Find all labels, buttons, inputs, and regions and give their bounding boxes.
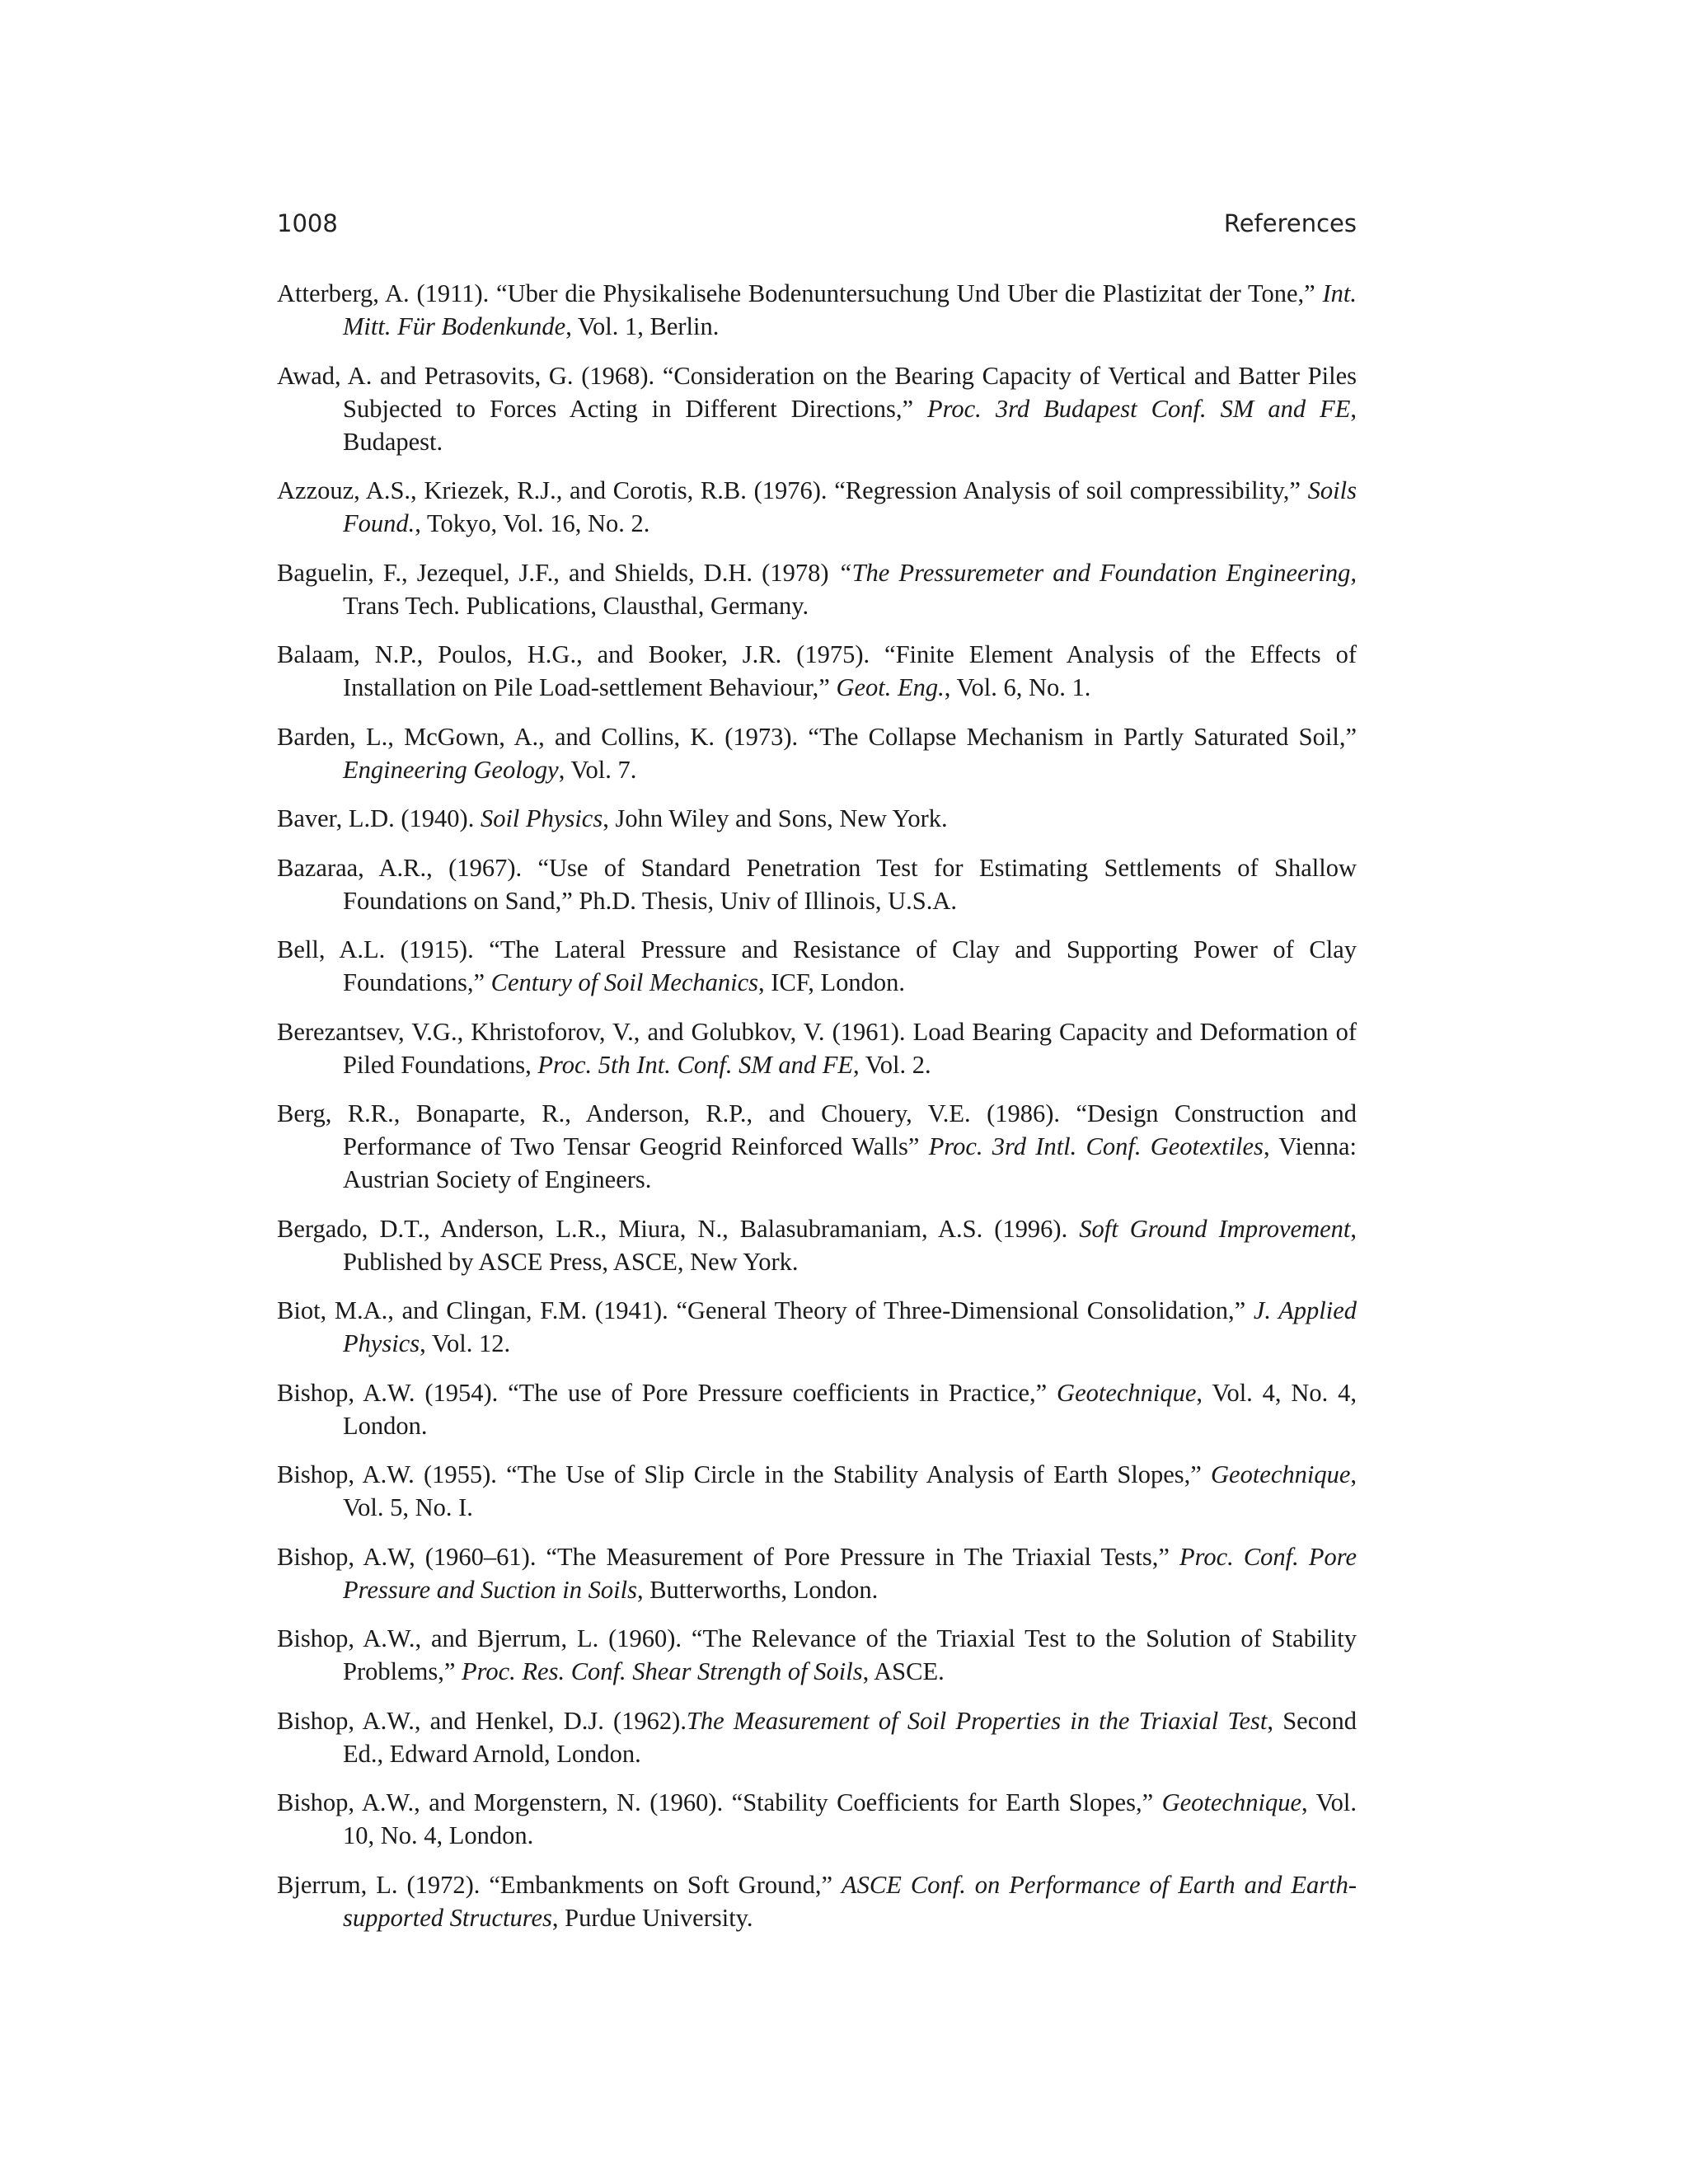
reference-text: Biot, M.A., and Clingan, F.M. (1941). “General Theory of Three-Dimensional Consolidation,” xyxy=(277,1296,1254,1324)
reference-entry xyxy=(277,1212,1357,1278)
reference-italic-text: Geotechnique xyxy=(1057,1378,1197,1407)
reference-italic-text: Proc. 5th Int. Conf. SM and FE xyxy=(537,1050,854,1079)
reference-italic-text: “The Pressuremeter and Foundation Engineering, xyxy=(837,558,1357,587)
reference-entry xyxy=(277,1097,1357,1196)
reference-italic-text: Geotechnique xyxy=(1211,1460,1351,1488)
reference-italic-text: Soils Found. xyxy=(343,476,1357,537)
reference-entry xyxy=(277,277,1357,343)
reference-text: Trans Tech. Publications, Clausthal, Germany. xyxy=(343,591,809,620)
reference-italic-text: Proc. Conf. Pore Pressure and Suction in Soils xyxy=(343,1542,1357,1604)
reference-entry xyxy=(277,474,1357,540)
reference-entry xyxy=(277,802,1357,835)
reference-text: Atterberg, A. (1911). “Uber die Physikalisehe Bodenuntersuchung Und Uber die Plastizitat der Tone,” xyxy=(277,279,1323,307)
reference-italic-text: Proc. 3rd Budapest Conf. SM and FE xyxy=(927,394,1351,423)
reference-entry xyxy=(277,851,1357,917)
reference-text: , Vol. 7. xyxy=(558,755,637,784)
reference-italic-text: Proc. 3rd Intl. Conf. Geotextiles xyxy=(928,1132,1264,1160)
reference-text: , Purdue University. xyxy=(551,1903,753,1932)
reference-text: Azzouz, A.S., Kriezek, R.J., and Corotis, R.B. (1976). “Regression Analysis of soil compressibility,” xyxy=(277,476,1308,504)
reference-italic-text: Century of Soil Mechanics xyxy=(490,968,759,996)
reference-italic-text: Int. Mitt. Für Bodenkunde xyxy=(343,279,1357,340)
reference-text: Bishop, A.W, (1960–61). “The Measurement of Pore Pressure in The Triaxial Tests,” xyxy=(277,1542,1179,1571)
reference-italic-text: Engineering Geology xyxy=(343,755,559,784)
reference-text: Bell, A.L. (1915). “The Lateral Pressure and Resistance of Clay and Supporting Power of Clay Foundations,” xyxy=(277,935,1357,996)
reference-text: Berg, R.R., Bonaparte, R., Anderson, R.P., and Chouery, V.E. (1986). “Design Construction and Performance of Two Tensar Geogrid Reinforced Walls” xyxy=(277,1099,1357,1160)
reference-text: Bishop, A.W. (1955). “The Use of Slip Circle in the Stability Analysis of Earth Slopes,” xyxy=(277,1460,1211,1488)
reference-text: , Vol. 10, No. 4, London. xyxy=(343,1788,1357,1849)
reference-italic-text: J. Applied Physics xyxy=(343,1296,1357,1357)
reference-text: , Published by ASCE Press, ASCE, New York. xyxy=(343,1214,1357,1276)
reference-text: Baver, L.D. (1940). xyxy=(277,804,481,832)
reference-text: , ICF, London. xyxy=(758,968,906,996)
reference-entry xyxy=(277,720,1357,786)
reference-text: Barden, L., McGown, A., and Collins, K. (1973). “The Collapse Mechanism in Partly Saturated Soil,” xyxy=(277,722,1357,751)
reference-text: , John Wiley and Sons, New York. xyxy=(603,804,948,832)
reference-text: , Vienna: Austrian Society of Engineers. xyxy=(343,1132,1357,1193)
reference-text: , ASCE. xyxy=(862,1657,945,1685)
reference-italic-text: Geotechnique xyxy=(1161,1788,1301,1816)
section-title: References xyxy=(1223,209,1357,237)
reference-italic-text: Geot. Eng. xyxy=(836,673,945,701)
reference-text: Baguelin, F., Jezequel, J.F., and Shields, D.H. (1978) xyxy=(277,558,838,587)
reference-entry xyxy=(277,1622,1357,1688)
reference-text: , Butterworths, London. xyxy=(636,1575,879,1604)
reference-entry xyxy=(277,1376,1357,1442)
reference-text: , Vol. 2. xyxy=(853,1050,931,1079)
reference-text: Balaam, N.P., Poulos, H.G., and Booker, J.R. (1975). “Finite Element Analysis of the Effects of Installation on Pile Load-settlement Behaviour,” xyxy=(277,640,1357,701)
running-header xyxy=(277,209,1357,237)
reference-text: , Vol. 12. xyxy=(420,1329,511,1357)
reference-text: Bishop, A.W. (1954). “The use of Pore Pressure coefficients in Practice,” xyxy=(277,1378,1057,1407)
reference-entry xyxy=(277,1458,1357,1524)
reference-entry xyxy=(277,1540,1357,1606)
reference-text: , Budapest. xyxy=(343,394,1357,456)
reference-text: Bazaraa, A.R., (1967). “Use of Standard Penetration Test for Estimating Settlements of Shallow Foundations on Sand,” Ph.D. Thesis, Univ of Illinois, U.S.A. xyxy=(277,853,1357,915)
reference-entry xyxy=(277,933,1357,999)
reference-text: , Vol. 6, No. 1. xyxy=(944,673,1091,701)
reference-entry xyxy=(277,1868,1357,1934)
reference-entry xyxy=(277,556,1357,622)
reference-text: , Vol. 4, No. 4, London. xyxy=(343,1378,1357,1440)
page-number: 1008 xyxy=(277,209,338,237)
reference-entry xyxy=(277,359,1357,458)
reference-text: Bishop, A.W., and Henkel, D.J. (1962). xyxy=(277,1706,687,1735)
reference-list xyxy=(277,277,1357,1950)
reference-entry xyxy=(277,1294,1357,1360)
reference-entry xyxy=(277,1015,1357,1081)
reference-italic-text: ASCE Conf. on Performance of Earth and Earth-supported Structures xyxy=(343,1870,1357,1932)
reference-italic-text: Proc. Res. Conf. Shear Strength of Soils xyxy=(462,1657,863,1685)
reference-text: Bishop, A.W., and Bjerrum, L. (1960). “The Relevance of the Triaxial Test to the Solution of Stability Problems,” xyxy=(277,1624,1357,1685)
reference-text: , Vol. 1, Berlin. xyxy=(565,312,720,340)
reference-italic-text: Soil Physics xyxy=(480,804,603,832)
reference-entry xyxy=(277,1704,1357,1770)
reference-text: , Vol. 5, No. I. xyxy=(343,1460,1357,1521)
reference-text: Berezantsev, V.G., Khristoforov, V., and Golubkov, V. (1961). Load Bearing Capacity and Deformation of Piled Foundations, xyxy=(277,1017,1357,1079)
reference-text: Bergado, D.T., Anderson, L.R., Miura, N., Balasubramaniam, A.S. (1996). xyxy=(277,1214,1080,1243)
reference-entry xyxy=(277,638,1357,704)
reference-text: , Tokyo, Vol. 16, No. 2. xyxy=(415,509,650,537)
reference-text: Bishop, A.W., and Morgenstern, N. (1960). “Stability Coefficients for Earth Slopes,” xyxy=(277,1788,1162,1816)
reference-italic-text: Soft Ground Improvement xyxy=(1079,1214,1351,1243)
reference-text: , Second Ed., Edward Arnold, London. xyxy=(343,1706,1357,1768)
reference-text: Awad, A. and Petrasovits, G. (1968). “Consideration on the Bearing Capacity of Vertical and Batter Piles Subjected to Forces Acting in Different Directions,” xyxy=(277,361,1357,423)
reference-entry xyxy=(277,1786,1357,1852)
reference-italic-text: The Measurement of Soil Properties in the Triaxial Test xyxy=(686,1706,1268,1735)
reference-text: Bjerrum, L. (1972). “Embankments on Soft Ground,” xyxy=(277,1870,842,1899)
